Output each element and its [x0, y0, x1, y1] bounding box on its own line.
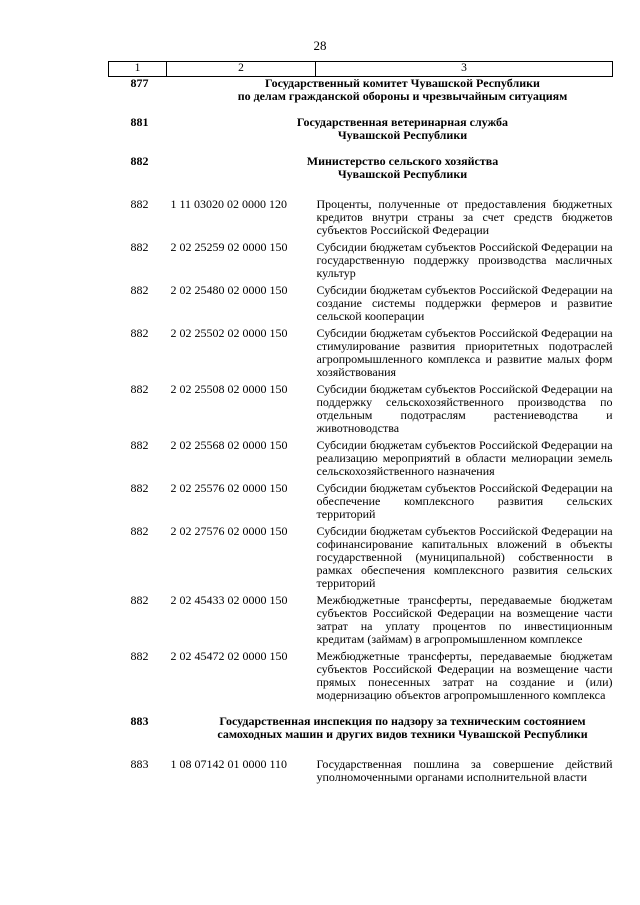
table-row	[109, 478, 613, 521]
admin-code: 881	[130, 115, 149, 129]
income-description: Субсидии бюджетам субъектов Российской Федерации на обеспечение комплексного развития сельских территорий	[316, 481, 613, 521]
department-title-line: Государственный комитет Чувашской Республики	[265, 76, 540, 90]
table-row	[109, 590, 613, 646]
admin-code: 882	[130, 326, 149, 340]
income-description: Субсидии бюджетам субъектов Российской Федерации на софинансирование капитальных вложений в объекты государственной (муниципальной) собственности в рамках обеспечения комплексного развития сельских территорий	[316, 524, 613, 590]
table-row	[109, 646, 613, 702]
budget-code: 2 02 25259 02 0000 150	[170, 240, 288, 254]
department-row	[109, 715, 613, 741]
table-row	[109, 194, 613, 237]
department-title-line: Министерство сельского хозяйства	[306, 154, 499, 168]
budget-code: 2 02 25480 02 0000 150	[170, 283, 288, 297]
table-row	[109, 237, 613, 280]
department-title	[167, 155, 613, 181]
income-description: Межбюджетные трансферты, передаваемые бюджетам субъектов Российской Федерации на возмещение части затрат на уплату процентов по инвестиционным кредитам (займам) в агропромышленном комплексе	[316, 593, 613, 646]
department-row	[109, 155, 613, 181]
budget-classification-table	[108, 61, 613, 784]
admin-code: 882	[130, 197, 149, 211]
admin-code: 882	[130, 481, 149, 495]
table-row	[109, 435, 613, 478]
admin-code: 877	[130, 76, 149, 90]
department-title-line: Государственная инспекция по надзору за техническим состоянием	[219, 714, 586, 728]
table-row	[109, 521, 613, 590]
table-row	[109, 754, 613, 784]
department-title	[167, 116, 613, 142]
department-title-line: Государственная ветеринарная служба	[296, 115, 509, 129]
admin-code: 882	[130, 154, 149, 168]
table-row	[109, 280, 613, 323]
department-title	[167, 715, 613, 741]
budget-code: 2 02 25576 02 0000 150	[170, 481, 288, 495]
budget-code: 2 02 27576 02 0000 150	[170, 524, 288, 538]
admin-code: 883	[130, 757, 149, 771]
page-number: 28	[313, 38, 327, 53]
header-col-1: 1	[109, 62, 167, 77]
budget-code: 1 11 03020 02 0000 120	[170, 197, 288, 211]
budget-code: 2 02 25502 02 0000 150	[170, 326, 288, 340]
budget-code: 1 08 07142 01 0000 110	[170, 757, 288, 771]
department-title-line: Чувашской Республики	[337, 128, 468, 142]
table-header	[109, 62, 613, 77]
budget-code: 2 02 45433 02 0000 150	[170, 593, 288, 607]
table-body	[109, 77, 613, 785]
header-col-2: 2	[167, 62, 316, 77]
admin-code: 882	[130, 593, 149, 607]
spacer-row	[109, 181, 613, 194]
budget-code: 2 02 45472 02 0000 150	[170, 649, 288, 663]
department-row	[109, 116, 613, 142]
table-row	[109, 379, 613, 435]
income-description: Межбюджетные трансферты, передаваемые бюджетам субъектов Российской Федерации на возмещение части прямых понесенных затрат на создание и (или) модернизацию объектов агропромышленного комплекса	[316, 649, 613, 702]
budget-code: 2 02 25568 02 0000 150	[170, 438, 288, 452]
admin-code: 882	[130, 283, 149, 297]
spacer-row	[109, 741, 613, 754]
header-col-3: 3	[316, 62, 613, 77]
admin-code: 882	[130, 240, 149, 254]
income-description: Субсидии бюджетам субъектов Российской Федерации на реализацию мероприятий в области мелиорации земель сельскохозяйственного назначения	[316, 438, 613, 478]
income-description: Субсидии бюджетам субъектов Российской Федерации на поддержку сельскохозяйственного производства по отдельным подотраслям растениеводства и животноводства	[316, 382, 613, 435]
admin-code: 883	[130, 714, 149, 728]
department-title	[167, 77, 613, 104]
header-row	[109, 62, 613, 77]
income-description: Субсидии бюджетам субъектов Российской Федерации на стимулирование развития приоритетных подотраслей агропромышленного комплекса и развитие малых форм хозяйствования	[316, 326, 613, 379]
income-description: Субсидии бюджетам субъектов Российской Федерации на создание системы поддержки фермеров и развитие сельской кооперации	[316, 283, 613, 323]
income-description: Субсидии бюджетам субъектов Российской Федерации на государственную поддержку производства масличных культур	[316, 240, 613, 280]
admin-code: 882	[130, 649, 149, 663]
table-row	[109, 323, 613, 379]
admin-code: 882	[130, 524, 149, 538]
admin-code: 882	[130, 382, 149, 396]
income-description: Проценты, полученные от предоставления бюджетных кредитов внутри страны за счет средств бюджетов субъектов Российской Федерации	[316, 197, 613, 237]
department-title-line: по делам гражданской обороны и чрезвычайным ситуациям	[237, 89, 568, 103]
department-title-line: Чувашской Республики	[337, 167, 468, 181]
admin-code: 882	[130, 438, 149, 452]
budget-code: 2 02 25508 02 0000 150	[170, 382, 288, 396]
income-description: Государственная пошлина за совершение действий уполномоченными органами исполнительной власти	[316, 757, 613, 784]
department-title-line: самоходных машин и других видов техники Чувашской Республики	[217, 727, 588, 741]
department-row	[109, 77, 613, 104]
